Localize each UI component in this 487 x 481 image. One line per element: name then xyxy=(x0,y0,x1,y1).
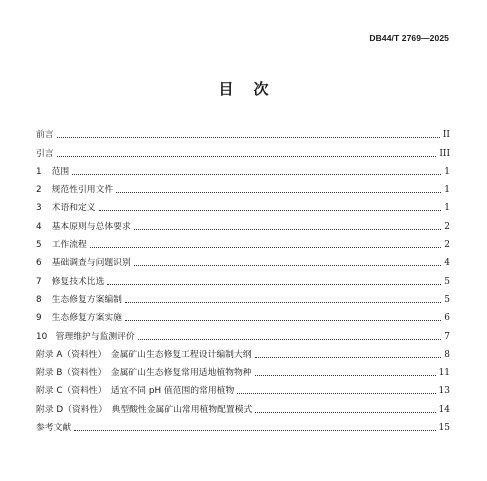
dot-leader xyxy=(125,320,441,321)
toc-entry-title xyxy=(36,185,113,196)
toc-entry-text: 管理维护与监测评价 xyxy=(55,331,135,342)
title-char-right: 次 xyxy=(253,80,269,98)
toc-entry-title xyxy=(36,240,87,251)
toc-entry-text: 基本原则与总体要求 xyxy=(51,221,131,232)
toc-entry-7[interactable] xyxy=(36,269,450,287)
toc-entry-title xyxy=(36,258,131,269)
toc-entry-appendix-d[interactable] xyxy=(36,397,450,415)
toc-page-number: 5 xyxy=(444,294,450,305)
toc-entry-text: 修复技术比选 xyxy=(51,276,105,287)
toc-entry-title: 附录 B（资料性） 金属矿山生态修复常用适地植物物种 xyxy=(36,368,252,379)
dot-leader xyxy=(72,174,441,175)
toc-entry-title xyxy=(36,203,96,214)
toc-entry-10[interactable] xyxy=(36,324,450,342)
toc-entry-references[interactable] xyxy=(36,416,450,434)
toc-section-number: 9 xyxy=(36,313,42,324)
toc-page-number: 14 xyxy=(438,404,450,415)
dot-leader xyxy=(90,247,441,248)
toc-page-number: 4 xyxy=(444,258,450,269)
dot-leader xyxy=(57,137,440,138)
toc-entry-text: 术语和定义 xyxy=(51,203,96,214)
dot-leader xyxy=(237,393,435,394)
toc-entry-appendix-c[interactable] xyxy=(36,379,450,397)
toc-page-number: II xyxy=(442,130,450,141)
toc-page-number: 8 xyxy=(444,349,450,360)
toc-page-number: 2 xyxy=(444,240,450,251)
title-char-left: 目 xyxy=(218,80,234,98)
toc-page-number: 6 xyxy=(444,313,450,324)
toc-entry-6[interactable] xyxy=(36,251,450,269)
toc-entry-title xyxy=(36,167,69,178)
toc-entry-title: 附录 D（资料性） 典型酸性金属矿山常用植物配置模式 xyxy=(36,404,253,415)
toc-section-number: 4 xyxy=(36,221,42,232)
toc-entry-text: 生态修复方案编制 xyxy=(51,294,122,305)
toc-page-number: 11 xyxy=(438,368,450,379)
toc-page-number: 1 xyxy=(444,166,450,177)
toc-page-number: 1 xyxy=(444,203,450,214)
toc-entry-title xyxy=(36,332,135,343)
toc-entry-5[interactable] xyxy=(36,233,450,251)
dot-leader xyxy=(138,339,441,340)
toc-entry-text: 工作流程 xyxy=(51,240,87,251)
toc-entry-title xyxy=(36,277,104,288)
document-code: DB44/T 2769—2025 xyxy=(369,33,449,43)
toc-entry-appendix-a[interactable] xyxy=(36,343,450,361)
toc-page-number: 5 xyxy=(444,276,450,287)
toc-entry-appendix-b[interactable] xyxy=(36,361,450,379)
dot-leader xyxy=(134,265,441,266)
toc-section-number: 7 xyxy=(36,276,42,287)
dot-leader xyxy=(125,302,441,303)
toc-entry-foreword[interactable] xyxy=(36,123,450,141)
toc-page-number: 15 xyxy=(438,423,450,434)
toc-entry-9[interactable] xyxy=(36,306,450,324)
toc-page-number: 13 xyxy=(438,386,450,397)
toc-entry-introduction[interactable] xyxy=(36,141,450,159)
dot-leader xyxy=(74,430,435,431)
dot-leader xyxy=(107,284,441,285)
toc-page-number: 1 xyxy=(444,185,450,196)
toc-entry-title xyxy=(36,222,131,233)
dot-leader xyxy=(134,229,441,230)
toc-entry-text: 基础调查与问题识别 xyxy=(51,258,131,269)
toc-entry-text: 生态修复方案实施 xyxy=(51,313,122,324)
toc-entry-title: 参考文献 xyxy=(36,423,72,434)
toc-entry-title: 前言 xyxy=(36,130,54,141)
toc-section-number: 8 xyxy=(36,294,42,305)
table-of-contents xyxy=(36,123,450,434)
toc-page-number: III xyxy=(439,148,450,159)
toc-page-number: 7 xyxy=(444,331,450,342)
toc-section-number: 6 xyxy=(36,258,42,269)
toc-entry-title xyxy=(36,313,122,324)
dot-leader xyxy=(255,357,442,358)
toc-page-number: 2 xyxy=(444,221,450,232)
toc-entry-text: 范围 xyxy=(51,166,70,177)
toc-entry-4[interactable] xyxy=(36,214,450,232)
dot-leader xyxy=(57,156,437,157)
toc-entry-title: 引言 xyxy=(36,148,54,159)
toc-section-number: 1 xyxy=(36,166,42,177)
toc-entry-2[interactable] xyxy=(36,178,450,196)
dot-leader xyxy=(116,192,441,193)
toc-entry-8[interactable] xyxy=(36,288,450,306)
toc-entry-title: 附录 C（资料性） 适宜不同 pH 值范围的常用植物 xyxy=(36,386,235,397)
toc-section-number: 2 xyxy=(36,185,42,196)
dot-leader xyxy=(99,210,442,211)
toc-entry-3[interactable] xyxy=(36,196,450,214)
toc-section-number: 5 xyxy=(36,240,42,251)
page-title xyxy=(0,78,487,99)
toc-entry-title: 附录 A（资料性） 金属矿山生态修复工程设计编制大纲 xyxy=(36,349,252,360)
dot-leader xyxy=(255,412,435,413)
toc-section-number: 3 xyxy=(36,203,42,214)
toc-entry-title xyxy=(36,295,122,306)
toc-section-number: 10 xyxy=(36,331,48,342)
toc-entry-text: 规范性引用文件 xyxy=(51,185,114,196)
toc-entry-1[interactable] xyxy=(36,160,450,178)
dot-leader xyxy=(255,375,436,376)
